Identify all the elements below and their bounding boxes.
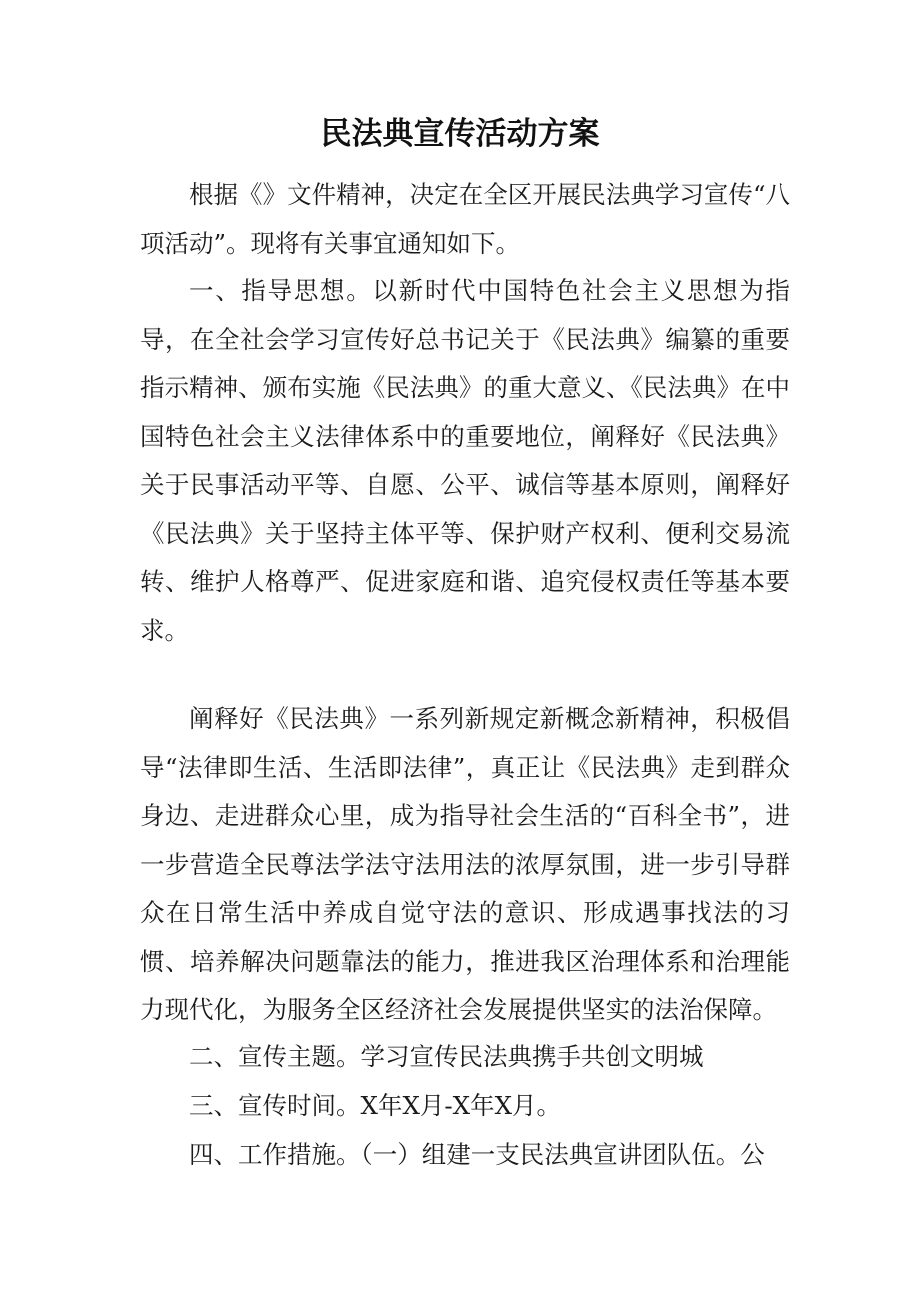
paragraph-interpretation: 阐释好《民法典》一系列新规定新概念新精神，积极倡导“法律即生活、生活即法律”，真正让《民法典》走到群众身边、走进群众心里，成为指导社会生活的“百科全书”，进一步营造全民尊法学法守法用法的浓厚氛围，进一步引导群众在日常生活中养成自觉守法的意识、形成遇事找法的习惯、培养解决问题靠法的能力，推进我区治理体系和治理能力现代化，为服务全区经济社会发展提供坚实的法治保障。 [140, 704, 790, 1024]
paragraph-time: 三、宣传时间。X年X月-X年X月。 [189, 1091, 562, 1120]
paragraph-intro: 根据《》文件精神，决定在全区开展民法典学习宣传“八项活动”。现将有关事宜通知如下。 [140, 180, 790, 258]
paragraph-guiding-ideology: 一、指导思想。以新时代中国特色社会主义思想为指导，在全社会学习宣传好总书记关于《民法典》编纂的重要指示精神、颁布实施《民法典》的重大意义、《民法典》在中国特色社会主义法律体系中的重要地位，阐释好《民法典》关于民事活动平等、自愿、公平、诚信等基本原则，阐释好《民法典》关于坚持主体平等、保护财产权利、便利交易流转、维护人格尊严、促进家庭和谐、追究侵权责任等基本要求。 [140, 276, 790, 645]
paragraph-theme: 二、宣传主题。学习宣传民法典携手共创文明城 [189, 1042, 704, 1071]
document-title: 民法典宣传活动方案 [320, 116, 600, 152]
paragraph-measures: 四、工作措施。（一）组建一支民法典宣讲团队伍。公 [189, 1140, 765, 1169]
